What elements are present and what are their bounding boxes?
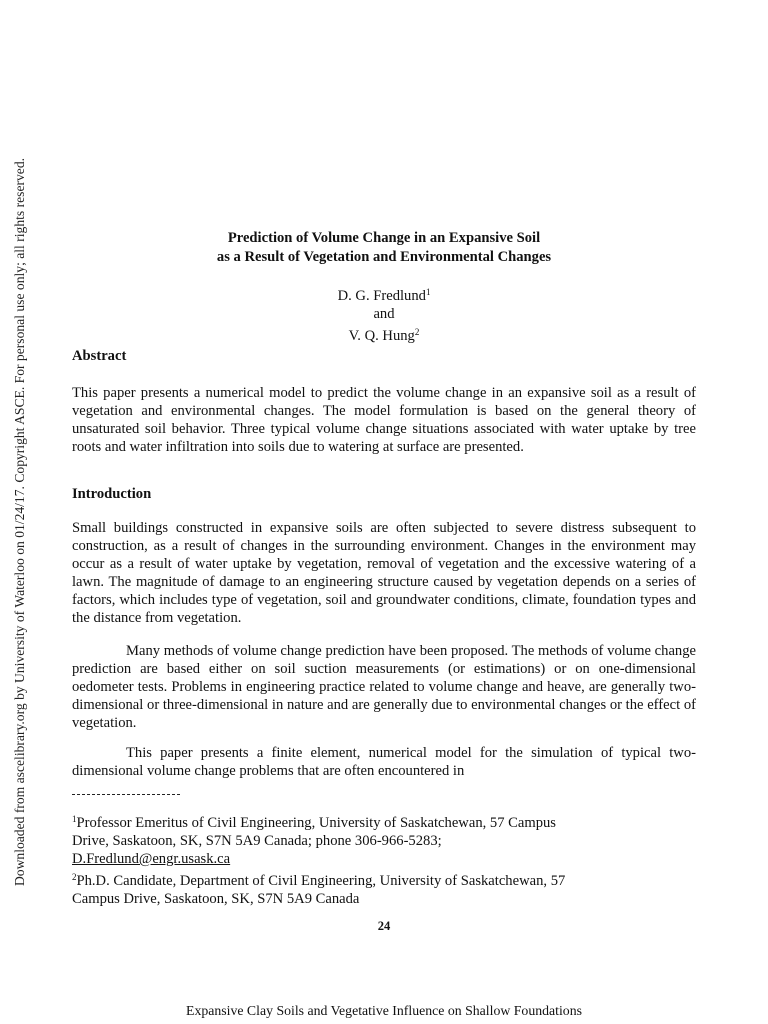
- author-1-name: D. G. Fredlund: [337, 288, 426, 304]
- footnote-2-line-2: Campus Drive, Saskatoon, SK, S7N 5A9 Canada: [72, 891, 360, 907]
- intro-paragraph-2-text: Many methods of volume change prediction have been proposed. The methods of volume change prediction are based either on soil suction measurements (or estimations) or on one-dimensional oedometer tests. Problems in engineering practice related to volume change and heave, are generally two-dimensional or three-dimensional in nature and are generally due to environmental changes or the effect of vegetation.: [72, 643, 696, 731]
- footnote-1-mark: 1: [72, 814, 77, 824]
- title-line-1: Prediction of Volume Change in an Expansive Soil: [227, 230, 541, 246]
- abstract-heading: Abstract: [72, 348, 127, 364]
- author-conjunction: and: [373, 306, 395, 322]
- author-2: [72, 323, 696, 345]
- footnote-2-line-1: [72, 868, 696, 890]
- author-1-footnote-mark: 1: [425, 287, 431, 297]
- footnote-separator: [72, 794, 180, 795]
- footnote-1-text: Professor Emeritus of Civil Engineering, University of Saskatchewan, 57 Campus: [76, 815, 556, 831]
- author-2-footnote-mark: 2: [414, 327, 420, 337]
- paper-title: [72, 229, 696, 267]
- page-number: 24: [377, 919, 391, 933]
- author-block: [72, 283, 696, 345]
- introduction-heading: Introduction: [72, 486, 152, 502]
- abstract-text: This paper presents a numerical model to predict the volume change in an expansive soil as a result of vegetation and environmental changes. The model formulation is based on the general theory of unsaturated soil behavior. Three typical volume change situations associated with water uptake by tree roots and water infiltration into soils due to watering at surface are presented.: [72, 385, 696, 455]
- intro-paragraph-3-text: This paper presents a finite element, numerical model for the simulation of typical two-dimensional volume change problems that are often encountered in: [72, 745, 696, 779]
- author-1: [72, 283, 696, 305]
- title-line-2: as a Result of Vegetation and Environmental Changes: [216, 249, 552, 265]
- intro-paragraph-3: [72, 744, 696, 780]
- footnote-2-text: Ph.D. Candidate, Department of Civil Engineering, University of Saskatchewan, 57: [76, 873, 566, 889]
- footnote-1-email[interactable]: D.Fredlund@engr.usask.ca: [72, 851, 231, 867]
- author-2-name: V. Q. Hung: [348, 328, 415, 344]
- footnote-2-mark: 2: [72, 872, 77, 882]
- footnote-1-line-2: Drive, Saskatoon, SK, S7N 5A9 Canada; phone 306-966-5283;: [72, 833, 442, 849]
- footnotes: [72, 810, 696, 908]
- footnote-1-line-1: [72, 810, 696, 832]
- intro-paragraph-1: Small buildings constructed in expansive soils are often subjected to severe distress subsequent to construction, as a result of changes in the surrounding environment. Changes in the environment may occur as a result of water uptake by vegetation, removal of vegetation and the excessive watering of a lawn. The magnitude of damage to an engineering structure caused by vegetation depends on a series of factors, which includes type of vegetation, soil and groundwater conditions, climate, foundation types and the distance from vegetation.: [72, 520, 696, 626]
- download-watermark: Downloaded from ascelibrary.org by University of Waterloo on 01/24/17. Copyright ASCE. For personal use only; all rights reserved.: [12, 157, 27, 887]
- intro-paragraph-2: [72, 642, 696, 732]
- running-footer: Expansive Clay Soils and Vegetative Influence on Shallow Foundations: [186, 1003, 582, 1018]
